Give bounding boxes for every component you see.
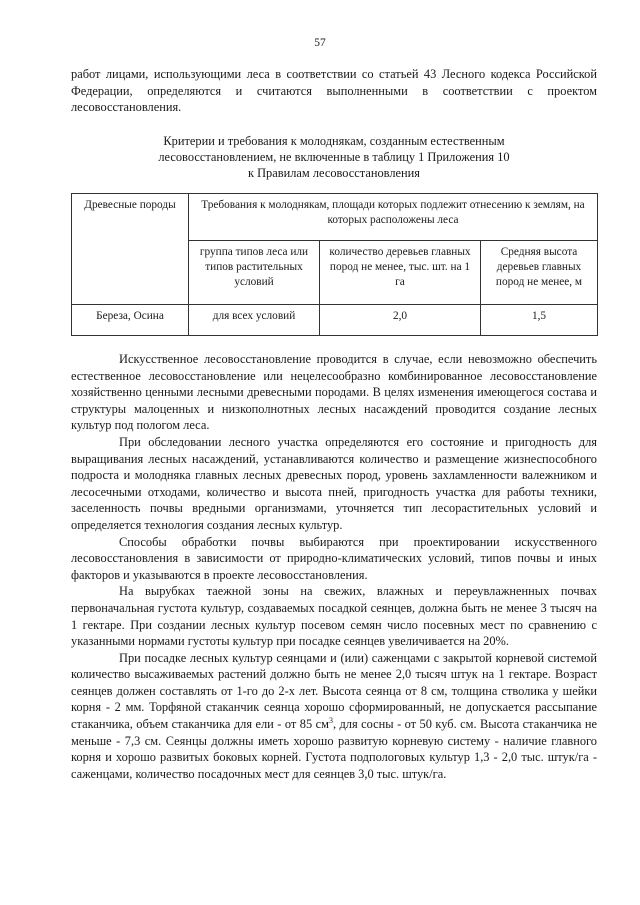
page-number: 57 [314, 37, 326, 49]
seedlings-text-start: При посадке лесных культур сеянцами и (или) саженцами с закрытой корневой системой количество высаживаемых растений должно быть не менее 2,0 тысяч штук на 1 гектаре. Возраст сеянцев должен составлять от 1-го до 2-х лет. Высота сеянца от 8 см, толщина стволика у шейки корня - 2 мм. Торфяной стаканчик сеянца хорошо сформированный, не допускается рассыпание стаканчика, объем стаканчика для ели - от 85 см [71, 650, 597, 732]
table-heading [71, 133, 597, 181]
cubic-superscript: 3 [328, 715, 333, 725]
table-row [72, 305, 598, 336]
body-text [71, 351, 597, 782]
table-heading-line-2: лесовосстановлением, не включенные в таблицу 1 Приложения 10 [158, 150, 510, 164]
requirements-table [71, 193, 598, 336]
paragraph-planting-density: На вырубках таежной зоны на свежих, влажных и переувлажненных почвах первоначальная густота культур, создаваемых посадкой сеянцев, должна быть не менее 3 тысяч на 1 гектаре. При создании лесных культур посевом семян число посевных мест по сравнению с указанными нормами густоты культур при посадке сеянцев увеличивается на 20%. [71, 584, 597, 649]
intro-paragraph: работ лицами, использующими леса в соответствии со статьей 43 Лесного кодекса Российской Федерации, определяются и считаются выполненными в соответствии с проектом лесовосстановления. [71, 67, 597, 115]
requirements-column-header: Требования к молоднякам, площади которых подлежит отнесению к землям, на которых расположены леса [189, 194, 598, 241]
species-cell: Береза, Осина [72, 305, 189, 336]
table-header-row [72, 194, 598, 241]
forest-type-column-header: группа типов леса или типов растительных условий [189, 241, 320, 305]
tree-height-cell: 1,5 [481, 305, 598, 336]
tree-count-column-header: количество деревьев главных пород не менее, тыс. шт. на 1 га [320, 241, 481, 305]
paragraph-soil-treatment: Способы обработки почвы выбираются при проектировании искусственного лесовосстановления в зависимости от природно-климатических условий, типов почвы и иных факторов и указываются в проекте лесовосстановления. [71, 534, 597, 582]
paragraph-site-survey: При обследовании лесного участка определяются его состояние и пригодность для выращивания лесных насаждений, устанавливаются количество и размещение жизнеспособного подроста и молодняка главных лесных древесных пород, уровень захламленности валежником и лесосечными отходами, количество и высота пней, пригодность участка для работы техники, заселенность почвы вредными организмами, уточняется тип лесорастительных условий и определяется технология создания лесных культур. [71, 434, 597, 532]
paragraph-closed-root-seedlings [71, 650, 597, 783]
seedlings-text-end: , для сосны - от 50 куб. см. Высота стаканчика не меньше - 7,3 см. Сеянцы должны иметь хорошо развитую корневую систему - наличие главного корня и хорошо развитых боковых корней. Густота подпологовых культур 1,3 - 2,0 тыс. штук/га - саженцами, количество посадочных мест для сеянцев 3,0 тыс. штук/га. [71, 717, 597, 781]
tree-count-cell: 2,0 [320, 305, 481, 336]
species-column-header: Древесные породы [72, 194, 189, 305]
tree-height-column-header: Средняя высота деревьев главных пород не менее, м [481, 241, 598, 305]
table-heading-line-1: Критерии и требования к молоднякам, созданным естественным [163, 134, 505, 148]
paragraph-artificial-reforestation: Искусственное лесовосстановление проводится в случае, если невозможно обеспечить естественное лесовосстановление или нецелесообразно комбинированное лесовосстановление хозяйственно ценными лесными древесными породами. В целях изменения имеющегося состава и структуры малоценных и низкополнотных лесных насаждений проводится создание лесных культур под пологом леса. [71, 352, 597, 433]
conditions-cell: для всех условий [189, 305, 320, 336]
table-heading-line-3: к Правилам лесовосстановления [247, 166, 421, 180]
